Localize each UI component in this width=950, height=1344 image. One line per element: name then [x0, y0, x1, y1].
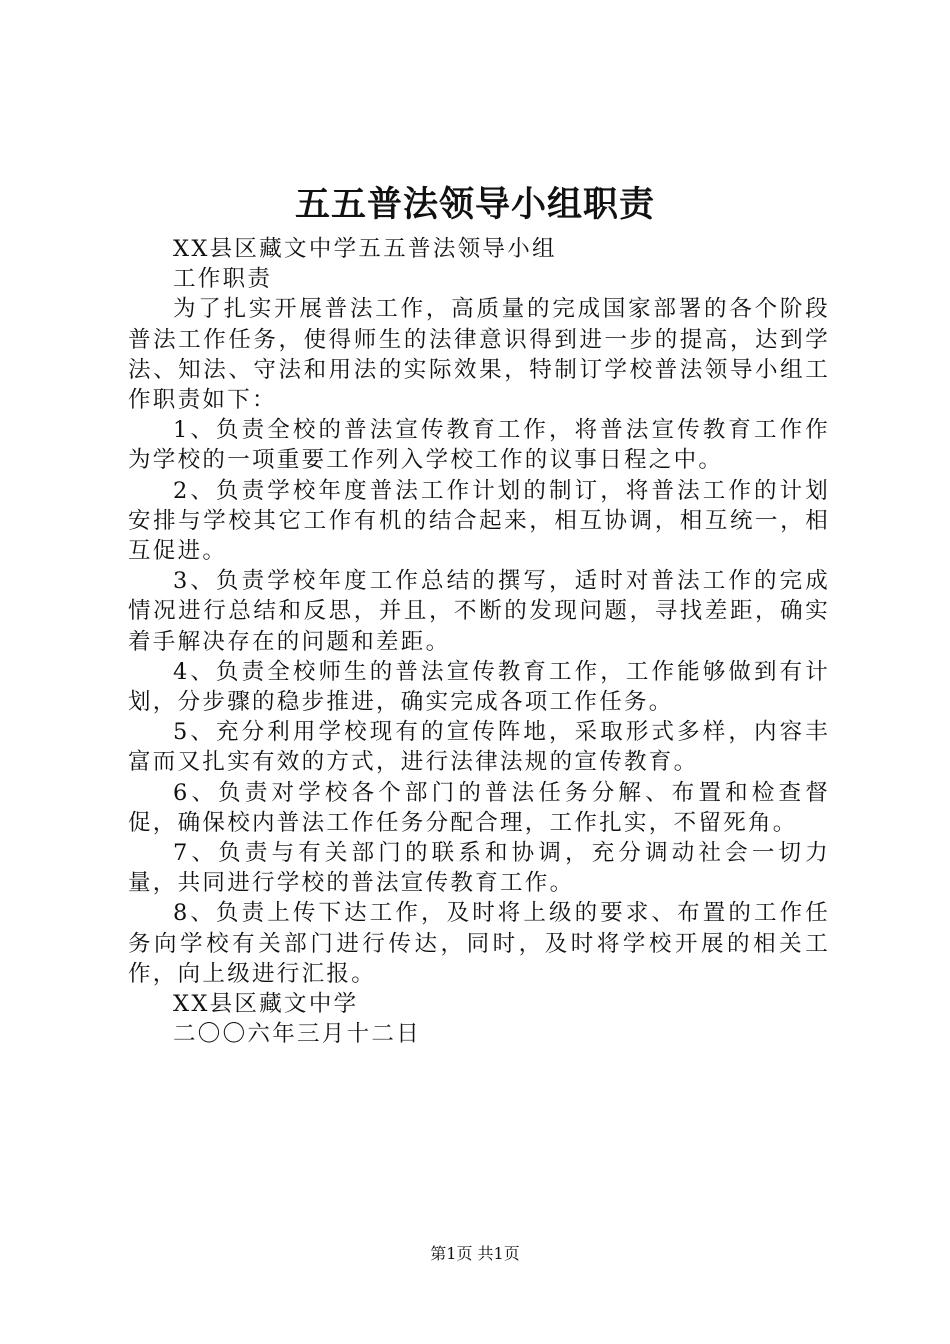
page-footer: 第1页 共1页	[430, 1244, 520, 1263]
duty-item-4: 4、负责全校师生的普法宣传教育工作，工作能够做到有计划，分步骤的稳步推进，确实完成各项工作任务。	[128, 658, 830, 716]
school-group-line: XX县区藏文中学五五普法领导小组	[173, 236, 557, 262]
document-body	[128, 234, 830, 1049]
signature-date: 二〇〇六年三月十二日	[173, 1021, 422, 1048]
duty-item-2: 2、负责学校年度普法工作计划的制订，将普法工作的计划安排与学校其它工作有机的结合起来，相互协调，相互统一，相互促进。	[128, 477, 830, 565]
duty-item-7: 7、负责与有关部门的联系和协调，充分调动社会一切力量，共同进行学校的普法宣传教育工作。	[128, 840, 830, 897]
duty-item-5: 5、充分利用学校现有的宣传阵地，采取形式多样，内容丰富而又扎实有效的方式，进行法律法规的宣传教育。	[128, 719, 830, 776]
subtitle-line: 工作职责	[173, 266, 273, 293]
intro-paragraph: 为了扎实开展普法工作，高质量的完成国家部署的各个阶段普法工作任务，使得师生的法律意识得到进一步的提高，达到学法、知法、守法和用法的实际效果，特制订学校普法领导小组工作职责如下：	[128, 296, 830, 414]
duty-item-3: 3、负责学校年度工作总结的撰写，适时对普法工作的完成情况进行总结和反思，并且，不断的发现问题，寻找差距，确实着手解决存在的问题和差距。	[128, 568, 830, 655]
duty-item-1: 1、负责全校的普法宣传教育工作，将普法宣传教育工作作为学校的一项重要工作列入学校工作的议事日程之中。	[128, 417, 830, 474]
duty-item-6: 6、负责对学校各个部门的普法任务分解、布置和检查督促，确保校内普法工作任务分配合理，工作扎实，不留死角。	[128, 779, 830, 836]
signature-school: XX县区藏文中学	[173, 991, 359, 1018]
duty-item-8: 8、负责上传下达工作，及时将上级的要求、布置的工作任务向学校有关部门进行传达，同时，及时将学校开展的相关工作，向上级进行汇报。	[128, 900, 830, 987]
document-title: 五五普法领导小组职责	[294, 184, 655, 225]
